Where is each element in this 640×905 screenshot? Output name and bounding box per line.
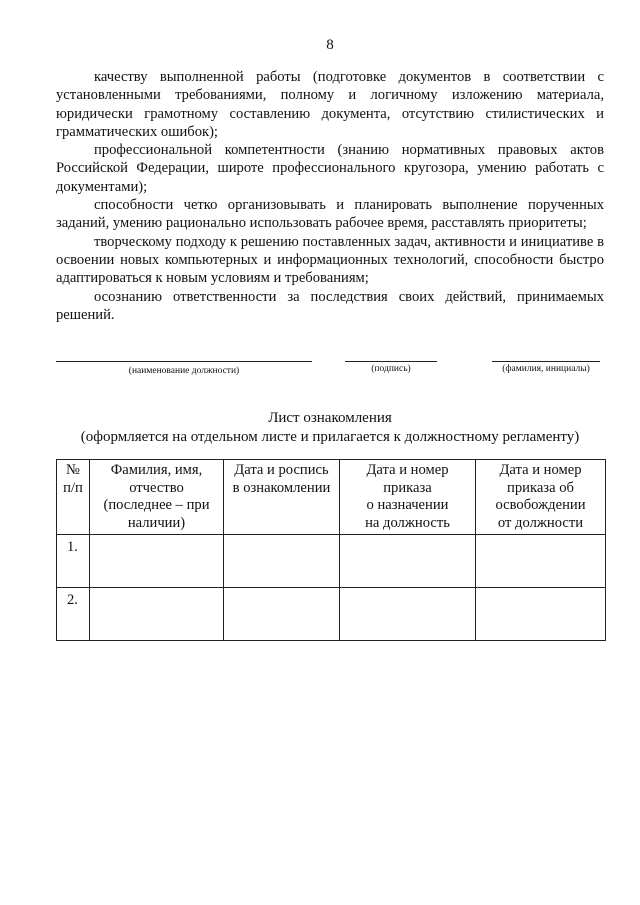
table-row (57, 535, 606, 588)
table-header-row (57, 460, 606, 535)
acknowledgement-cell[interactable] (224, 588, 340, 641)
header-full-name-line-3: (последнее – при (103, 497, 210, 513)
header-number-line-2: п/п (63, 479, 83, 496)
body-text (56, 68, 604, 324)
full-name-cell[interactable] (90, 588, 224, 641)
full-name-cell[interactable] (90, 535, 224, 588)
signature-label: (подпись) (371, 364, 411, 374)
position-signature-line (56, 361, 312, 362)
header-dismissal-line-2: приказа об (507, 479, 574, 496)
header-dismissal-line-1: Дата и номер (499, 462, 582, 478)
table-row (57, 588, 606, 641)
header-appointment-line-4: на должность (365, 514, 450, 531)
header-appointment-line-2: приказа (383, 479, 432, 496)
header-full-name (90, 460, 224, 535)
header-appointment-order (340, 460, 476, 535)
appointment-order-cell[interactable] (340, 535, 476, 588)
paragraph-creativity: творческому подходу к решению поставленных задач, активности и инициативе в освоении новых компьютерных и информационных технологий, способности быстро адаптироваться к новым условиям и требованиям; (56, 233, 604, 287)
sheet-title: Лист ознакомления (268, 410, 392, 426)
header-full-name-line-1: Фамилия, имя, (110, 462, 203, 478)
row-number: 2. (57, 588, 90, 641)
header-acknowledgement-date (224, 460, 340, 535)
header-full-name-line-2: отчество (129, 479, 184, 496)
header-appointment-line-3: о назначении (366, 497, 449, 513)
paragraph-planning: способности четко организовывать и планировать выполнение порученных заданий, умению рационально использовать рабочее время, расставлять приоритеты; (56, 197, 604, 232)
header-dismissal-order (476, 460, 606, 535)
paragraph-competence: профессиональной компетентности (знанию нормативных правовых актов Российской Федерации, широте профессионального кругозора, умению работать с документами); (56, 142, 604, 195)
paragraph-responsibility: осознанию ответственности за последствия своих действий, принимаемых решений. (56, 288, 604, 323)
appointment-order-cell[interactable] (340, 588, 476, 641)
signature-line (345, 361, 437, 362)
paragraph-quality: качеству выполненной работы (подготовке документов в соответствии с установленными требованиями, полному и логичному изложению материала, юридически грамотному составлению документа, отсутствию стилистических и грамматических ошибок); (56, 69, 604, 140)
dismissal-order-cell[interactable] (476, 588, 606, 641)
header-dismissal-line-4: от должности (497, 514, 584, 531)
name-label: (фамилия, инициалы) (502, 364, 590, 374)
acknowledgement-cell[interactable] (224, 535, 340, 588)
name-signature-line (492, 361, 600, 362)
header-ack-line-1: Дата и роспись (234, 462, 329, 478)
header-full-name-line-4: наличии) (127, 514, 186, 531)
dismissal-order-cell[interactable] (476, 535, 606, 588)
sheet-subtitle: (оформляется на отдельном листе и прилагается к должностному регламенту) (80, 429, 580, 445)
page-number: 8 (326, 37, 334, 53)
row-number: 1. (57, 535, 90, 588)
header-appointment-line-1: Дата и номер (366, 462, 449, 478)
acknowledgement-table (56, 459, 606, 641)
position-label: (наименование должности) (128, 366, 240, 376)
header-dismissal-line-3: освобождении (495, 497, 586, 513)
header-ack-line-2: в ознакомлении (232, 479, 331, 496)
header-number-line-1: № (66, 462, 80, 478)
header-number (57, 460, 90, 535)
